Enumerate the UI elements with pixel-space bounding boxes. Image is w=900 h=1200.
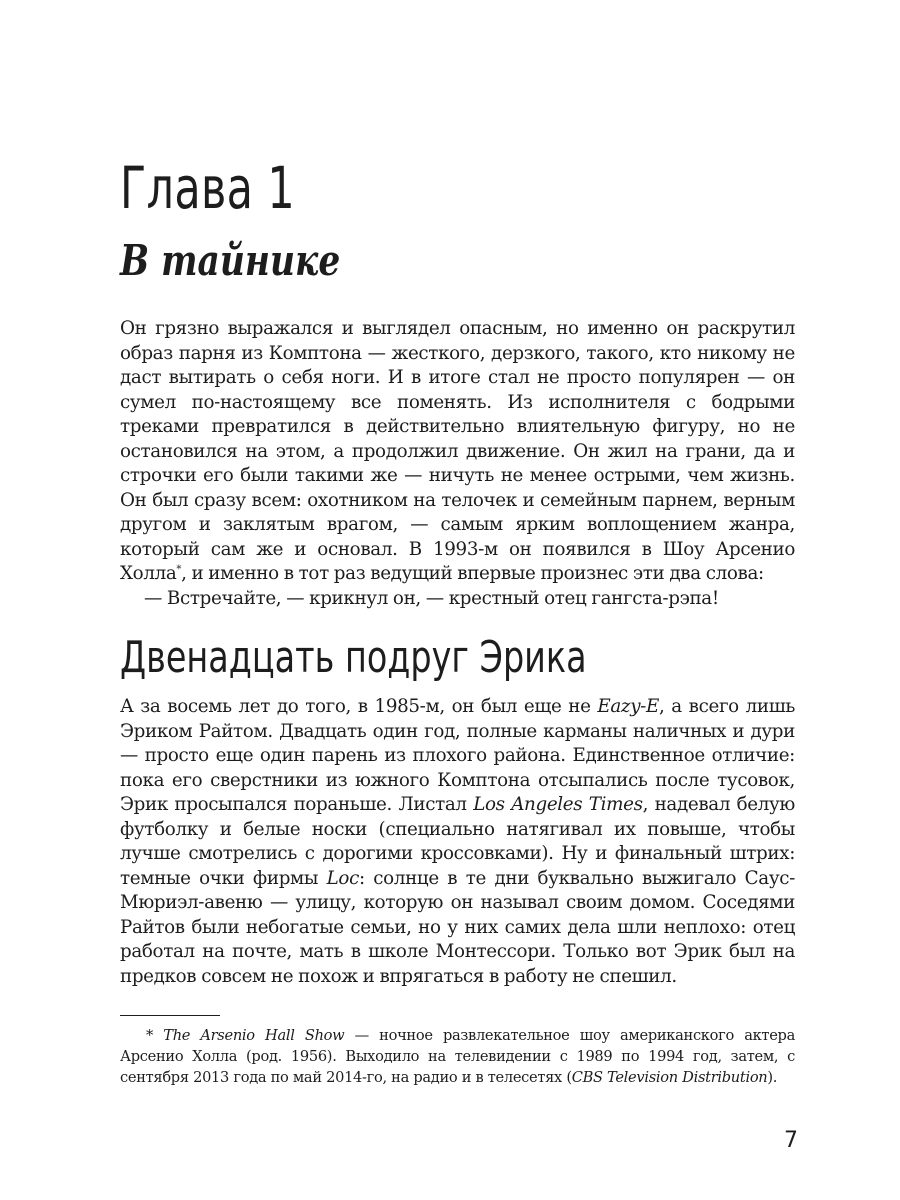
- footnote-text-mid: — ночное развлекательное шоу американского актера Арсенио Холла (род. 1956). Выходило на телевидении с 1989 по 1994 год, затем, с сентября 2013 года по май 2014-го, на радио и в телесетях (: [120, 1027, 795, 1086]
- newspaper-name: Los Angeles Times: [473, 794, 643, 815]
- section-text-seg4: : солнце в те дни буквально выжигало Саус-Мюриэл-авеню — улицу, которую он называл своим домом. Соседями Райтов были небогатые семьи, но у них самих дела шли неплохо: отец работал на почте, мать в школе Монтессори. Только вот Эрик был на предков совсем не похож и впрягаться в работу не спешил.: [120, 867, 795, 987]
- chapter-title: В тайнике: [120, 236, 341, 285]
- section-text-seg2: , а всего лишь Эриком Райтом. Двадцать один год, полные карманы наличных и дури — просто еще один парень из плохого района. Единственное отличие: пока его сверстники из южного Комптона отсыпались после тусовок, Эрик просыпался пораньше. Листал: [120, 696, 795, 815]
- section-paragraph: [120, 695, 795, 989]
- footnote-marker: *: [146, 1027, 153, 1044]
- chapter-label: Глава 1: [120, 154, 296, 222]
- dialog-line: — Встречайте, — крикнул он, — крестный отец гангста-рэпа!: [144, 587, 719, 609]
- intro-text-part1: Он грязно выражался и выглядел опасным, но именно он раскрутил образ парня из Комптона — жесткого, дерзкого, такого, кто никому не даст вытирать о себя ноги. И в итоге стал не просто популярен — он сумел по-настоящему все поменять. Из исполнителя с бодрыми треками превратился в действительно влиятельную фигуру, но не остановился на этом, а продолжил движение. Он жил на грани, да и строчки его были такими же — ничуть не менее острыми, чем жизнь. Он был сразу всем: охотником на телочек и семейным парнем, верным другом и заклятым врагом, — самым ярким воплощением жанра, который сам же и основал. В 1993-м он появился в Шоу Арсенио Холла: [120, 318, 795, 584]
- section-block: [120, 695, 795, 989]
- footnote-network: CBS Television Distribution: [571, 1069, 768, 1086]
- footnote-show-title: The Arsenio Hall Show: [163, 1027, 345, 1044]
- section-text-seg1: А за восемь лет до того, в 1985-м, он был еще не: [120, 696, 598, 717]
- eazy-e-name: Eazy-E: [597, 696, 660, 717]
- brand-name: Loc: [326, 867, 359, 889]
- section-heading: Двенадцать подруг Эрика: [120, 632, 587, 683]
- intro-text-part2: , и именно в тот раз ведущий впервые произнес эти два слова:: [181, 563, 764, 584]
- footnote-reference[interactable]: *: [176, 563, 182, 575]
- footnote-text-end: ).: [767, 1069, 778, 1086]
- footnote: [120, 1025, 795, 1088]
- intro-paragraph: [120, 317, 795, 587]
- section-text-seg3: , надевал белую футболку и белые носки (специально натягивал их повыше, чтобы лучше смотрелись с дорогими кроссовками). Ну и финальный штрих: темные очки фирмы: [120, 794, 795, 889]
- intro-block: [120, 317, 795, 611]
- page-number: 7: [784, 1128, 798, 1153]
- footnote-divider: [120, 1015, 220, 1016]
